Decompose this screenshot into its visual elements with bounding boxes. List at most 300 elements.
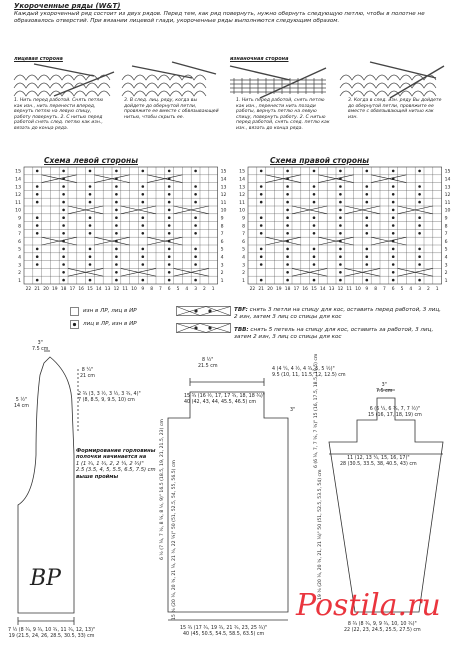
left-chart-purl-dot (142, 185, 145, 188)
left-chart-purl-dot (142, 201, 145, 204)
front-bottom-dim (8, 628, 95, 639)
right-chart-purl-dot (313, 193, 316, 196)
left-chart-purl-dot (194, 255, 197, 258)
left-chart-purl-dot (194, 279, 197, 282)
left-chart-row-number-left: 9 (18, 216, 21, 222)
left-chart-purl-dot (36, 216, 39, 219)
back-armhole-in: 15 ¾ (16 ½, 17, 17 ¾, 18, 18 ¾)" (184, 394, 265, 399)
right-chart-purl-dot (339, 209, 342, 212)
left-chart-purl-dot (168, 263, 171, 266)
left-chart-row-number-right: 14 (220, 177, 227, 183)
left-chart-purl-dot (62, 255, 65, 258)
right-chart-purl-dot (418, 224, 421, 227)
left-chart-purl-dot (168, 209, 171, 212)
sleeve-cap-dim (368, 407, 422, 418)
right-chart-purl-dot (286, 201, 289, 204)
right-chart-purl-dot (392, 193, 395, 196)
left-chart-col-number: 9 (141, 287, 145, 292)
left-chart-row-number-right: 8 (220, 224, 224, 230)
right-chart-col-number: 2 (427, 287, 430, 292)
tbf-symbol-frame (177, 307, 231, 316)
right-chart-purl-dot (339, 185, 342, 188)
left-chart-purl-dot (168, 201, 171, 204)
left-chart-purl-dot (89, 263, 92, 266)
right-chart-col-number: 21 (258, 287, 264, 292)
right-chart-purl-dot (418, 216, 421, 219)
left-chart-purl-dot (168, 248, 171, 251)
left-chart-col-number: 19 (52, 287, 58, 292)
left-chart-purl-dot (62, 279, 65, 282)
left-chart-purl-dot (142, 279, 145, 282)
left-chart-purl-dot (194, 248, 197, 251)
front-depth-dim (14, 398, 29, 409)
left-chart-purl-dot (115, 170, 118, 173)
left-chart-purl-dot (168, 193, 171, 196)
sleeve-width-dim (340, 456, 417, 467)
left-chart-col-number: 7 (159, 287, 162, 292)
right-chart-purl-dot (260, 248, 263, 251)
left-chart-purl-dot (36, 263, 39, 266)
right-chart-purl-dot (366, 232, 369, 235)
left-chart-purl-dot (115, 279, 118, 282)
left-chart-purl-dot (62, 209, 65, 212)
right-chart-purl-dot (260, 216, 263, 219)
right-chart-purl-dot (260, 255, 263, 258)
left-chart-row-number-left: 12 (15, 193, 21, 199)
left-chart-purl-dot (142, 263, 145, 266)
sleeve-bottom-in: 8 ¾ (8 ¾, 9, 9 ¾, 10, 10 ¾)" (347, 622, 417, 627)
left-chart-row-number-left: 3 (18, 263, 21, 269)
right-chart-purl-dot (286, 193, 289, 196)
back-height1-dim (160, 419, 165, 560)
right-chart-col-number: 19 (276, 287, 282, 292)
front-armhole-dim (80, 368, 95, 379)
left-chart-row-number-right: 4 (220, 255, 224, 261)
right-chart-purl-dot (313, 201, 316, 204)
right-chart-col-number: 9 (365, 287, 369, 292)
left-chart-purl-dot (194, 216, 197, 219)
front-bottom-in: 7 ½ (8 ¾, 9 ¾, 10 ¾, 11 ¾, 12, 13)" (8, 628, 96, 633)
left-chart-row-number-right: 11 (220, 200, 227, 206)
knitting-illustrations (0, 56, 460, 101)
left-chart-col-number: 11 (122, 287, 128, 292)
right-chart-purl-dot (418, 170, 421, 173)
left-chart-purl-dot (115, 216, 118, 219)
right-chart-col-number: 12 (337, 287, 344, 292)
right-chart-row-number-left: 2 (242, 271, 245, 277)
right-chart-row-number-right: 14 (444, 177, 451, 183)
right-chart-purl-dot (418, 248, 421, 251)
right-chart-purl-dot (392, 232, 395, 235)
left-chart-purl-dot (142, 248, 145, 251)
left-chart-col-number: 8 (150, 287, 153, 292)
back-shoulder-in: 4 (4 ¼, 4 ½, 4 ¾, 5, 5 ½)" (272, 367, 335, 372)
left-chart-purl-dot (89, 255, 92, 258)
left-chart-row-number-left: 1 (18, 278, 21, 284)
right-chart-purl-dot (392, 271, 395, 274)
left-chart-purl-dot (62, 248, 65, 251)
front-sts-in: 2 ¾ (3, 3 ½, 3 ½, 3 ¾, 4)" (78, 392, 141, 397)
postila-watermark: Postila.ru (296, 588, 441, 623)
left-chart-purl-dot (168, 216, 171, 219)
legend-tbb (234, 327, 449, 341)
right-chart-purl-dot (366, 279, 369, 282)
right-chart-purl-dot (286, 170, 289, 173)
back-bottom-dim (180, 626, 267, 637)
left-chart-purl-dot (194, 193, 197, 196)
front-sts-dim (78, 392, 141, 403)
right-chart-row-number-right: 10 (444, 208, 451, 214)
back-small-mark: 3" (290, 408, 296, 413)
right-chart-col-number: 10 (355, 287, 361, 292)
left-chart-purl-dot (36, 193, 39, 196)
left-chart-purl-dot (115, 224, 118, 227)
right-chart-purl-dot (418, 185, 421, 188)
sleeve-height1-cm: 15 (16, 17.5, 18.5, 19.5) cm (314, 353, 319, 419)
right-chart-col-number: 13 (328, 287, 335, 292)
left-chart-row-number-right: 7 (220, 232, 224, 238)
left-chart-purl-dot (115, 201, 118, 204)
left-chart-row-number-right: 2 (220, 271, 224, 277)
left-chart-purl-dot (62, 224, 65, 227)
right-side-chart (238, 165, 453, 300)
right-chart-row-number-left: 7 (242, 232, 245, 238)
neck-shaping-tail: выше проймы (76, 473, 119, 480)
right-chart-purl-dot (418, 279, 421, 282)
right-chart-purl-dot (286, 263, 289, 266)
right-chart-purl-dot (286, 248, 289, 251)
right-chart-purl-dot (339, 248, 342, 251)
right-chart-purl-dot (339, 193, 342, 196)
right-chart-purl-dot (418, 263, 421, 266)
left-chart-purl-dot (142, 170, 145, 173)
sleeve-top-cm: 7.5 cm (376, 388, 393, 394)
right-chart-purl-dot (313, 185, 316, 188)
front-depth-cm: 14 cm (14, 403, 29, 409)
right-chart-row-number-right: 6 (444, 239, 448, 245)
right-chart-purl-dot (286, 216, 289, 219)
right-chart-purl-dot (286, 209, 289, 212)
right-chart-purl-dot (339, 232, 342, 235)
right-chart-row-number-left: 12 (239, 193, 245, 199)
right-chart-row-number-left: 4 (242, 255, 245, 261)
left-chart-col-number: 1 (211, 287, 215, 292)
left-chart-purl-dot (194, 263, 197, 266)
right-chart-purl-dot (366, 216, 369, 219)
right-chart-purl-dot (313, 232, 316, 235)
left-chart-col-number: 17 (69, 287, 76, 292)
right-chart-purl-dot (313, 224, 316, 227)
left-chart-purl-dot (115, 209, 118, 212)
left-chart-row-number-right: 15 (220, 169, 227, 175)
right-chart-purl-dot (339, 263, 342, 266)
right-chart-purl-dot (313, 216, 316, 219)
left-chart-purl-dot (115, 248, 118, 251)
left-chart-purl-dot (142, 193, 145, 196)
right-chart-row-number-left: 8 (242, 224, 245, 230)
front-top-in: 3" (37, 341, 43, 346)
right-chart-row-number-right: 3 (444, 263, 448, 269)
left-chart-purl-dot (89, 279, 92, 282)
left-chart-col-number: 6 (167, 287, 171, 292)
right-chart-col-number: 3 (418, 287, 421, 292)
back-armhole-dim (184, 394, 265, 405)
right-chart-row-number-left: 13 (239, 185, 245, 191)
front-depth-in: 5 ½" (15, 398, 28, 403)
left-chart-row-number-left: 8 (18, 224, 21, 230)
left-chart-row-number-right: 10 (220, 208, 227, 214)
right-chart-purl-dot (339, 201, 342, 204)
left-chart-purl-dot (142, 232, 145, 235)
left-chart-purl-dot (36, 170, 39, 173)
right-chart-col-number: 4 (409, 287, 413, 292)
left-chart-col-number: 4 (185, 287, 189, 292)
left-chart-col-number: 13 (104, 287, 111, 292)
right-chart-purl-dot (286, 271, 289, 274)
left-chart-row-number-right: 6 (220, 239, 224, 245)
left-chart-purl-dot (168, 170, 171, 173)
right-chart-purl-dot (392, 209, 395, 212)
back-height1-cm: 16.5 (18.5, 19, 21, 21.5, 23) cm (160, 419, 165, 493)
right-chart-row-number-left: 6 (242, 239, 245, 245)
left-chart-purl-dot (89, 232, 92, 235)
right-chart-purl-dot (392, 263, 395, 266)
sleeve-cap-in: 6 (6 ¼, 6 ¾, 7, 7 ½)" (369, 407, 421, 412)
right-chart-col-number: 8 (374, 287, 377, 292)
sleeve-height2-dim (318, 469, 323, 600)
left-chart-purl-dot (142, 216, 145, 219)
left-chart-purl-dot (142, 224, 145, 227)
right-chart-purl-dot (339, 216, 342, 219)
neck-shaping-in: 1 (1 ¾, 1 ¾, 2, 2 ¼, 2 ¾)" (76, 460, 144, 467)
sleeve-height1-in: 6 (6 ¼, 7, 7 ¼, 7 ¾)" (314, 419, 319, 468)
right-chart-purl-dot (418, 232, 421, 235)
left-chart-row-number-right: 5 (220, 247, 224, 253)
purl-side-label: изнаночная сторона (230, 56, 289, 62)
illustration-1 (14, 64, 114, 96)
right-chart-col-number: 22 (249, 287, 256, 292)
right-chart-row-number-left: 3 (242, 263, 245, 269)
right-chart-purl-dot (366, 255, 369, 258)
right-chart-purl-dot (418, 255, 421, 258)
left-chart-purl-dot (115, 232, 118, 235)
right-chart-row-number-right: 11 (444, 200, 451, 206)
step-text-4: 3. Когда в след. изн. ряду Вы дойдете до обернутой петли, провяжите ее вместе с обвязывающей нитью как изн. (348, 98, 442, 120)
right-chart-purl-dot (418, 201, 421, 204)
left-chart-row-number-left: 2 (18, 271, 21, 277)
right-chart-purl-dot (286, 232, 289, 235)
left-chart-purl-dot (62, 232, 65, 235)
right-chart-purl-dot (286, 255, 289, 258)
left-chart-col-number: 18 (60, 287, 67, 292)
back-height2-dim (172, 460, 177, 620)
left-chart-purl-dot (36, 255, 39, 258)
right-chart-row-number-right: 9 (444, 216, 448, 222)
left-chart-purl-dot (115, 255, 118, 258)
right-chart-row-number-left: 11 (239, 200, 245, 206)
left-chart-purl-dot (62, 271, 65, 274)
left-chart-purl-dot (168, 185, 171, 188)
left-chart-purl-dot (89, 216, 92, 219)
section-intro: Каждый укороченный ряд состоит из двух рядов. Перед тем, как ряд повернуть, нужно обернуть следующую петлю, чтобы в полотне не образовалось отверстий. При вязании лицевой глади, укороченные ряды выполняются следующим образом. (14, 11, 425, 24)
right-chart-row-number-right: 4 (444, 255, 448, 261)
back-height2-cm: 50 (51, 52.5, 54, 55, 56.5) cm (172, 460, 177, 530)
right-chart-purl-dot (392, 255, 395, 258)
sleeve-top-dim (376, 383, 392, 394)
sleeve-bottom-cm: 22 (22, 23, 24.5, 25.5, 27.5) cm (344, 627, 421, 633)
left-chart-purl-dot (36, 224, 39, 227)
front-sts-cm: 7 (8, 8.5, 9, 9.5, 10) cm (78, 397, 135, 403)
right-chart-row-number-left: 1 (242, 278, 245, 284)
front-top-dim (32, 341, 48, 352)
right-chart-col-number: 14 (320, 287, 326, 292)
right-chart-purl-dot (392, 185, 395, 188)
left-chart-col-number: 20 (43, 287, 49, 292)
right-chart-purl-dot (313, 263, 316, 266)
right-chart-purl-dot (366, 193, 369, 196)
right-chart-purl-dot (313, 170, 316, 173)
right-chart-row-number-right: 7 (444, 232, 448, 238)
right-chart-purl-dot (392, 248, 395, 251)
right-chart-purl-dot (366, 185, 369, 188)
right-chart-purl-dot (392, 216, 395, 219)
illustration-2 (122, 62, 216, 96)
left-chart-purl-dot (89, 185, 92, 188)
right-chart-col-number: 16 (302, 287, 308, 292)
face-side-label: лицевая сторона (14, 56, 63, 62)
left-chart-purl-dot (89, 170, 92, 173)
legend-tbf (234, 307, 444, 321)
legend-tbb-key: ТВВ: (234, 327, 249, 333)
left-chart-purl-dot (36, 201, 39, 204)
left-chart-title: Схема левой стороны (44, 156, 139, 165)
right-chart-row-number-left: 14 (239, 177, 245, 183)
right-chart-col-number: 17 (293, 287, 300, 292)
right-chart-col-number: 11 (346, 287, 352, 292)
left-chart-purl-dot (115, 185, 118, 188)
right-chart-purl-dot (366, 201, 369, 204)
left-chart-purl-dot (62, 201, 65, 204)
left-chart-row-number-left: 11 (15, 200, 21, 206)
section-title: Укороченные ряды (W&T) (14, 2, 121, 10)
right-chart-col-number: 5 (400, 287, 404, 292)
step-text-2: 3. В след. лиц. ряду, когда вы дойдете до обернутой петли, провяжите ее вместе с обвязывающей нитью, чтобы скрыть ее. (124, 98, 219, 120)
left-chart-purl-dot (89, 224, 92, 227)
tbb-symbol-frame (177, 324, 231, 333)
left-chart-row-number-left: 7 (18, 232, 21, 238)
back-shoulder-cm: 9.5 (10, 11, 11.5, 12, 12.5) cm (272, 372, 346, 378)
neck-shaping-note (76, 448, 156, 480)
legend-dot-mark (73, 323, 76, 326)
left-chart-purl-dot (168, 271, 171, 274)
left-chart-row-number-left: 4 (18, 255, 21, 261)
right-chart-purl-dot (339, 170, 342, 173)
left-chart-col-number: 5 (176, 287, 180, 292)
legend-tbf-key: ТВF: (234, 307, 248, 313)
sleeve-width-in: 11 (12, 13 ¼, 15, 16, 17)" (347, 456, 410, 461)
left-chart-purl-dot (194, 201, 197, 204)
left-chart-purl-dot (36, 232, 39, 235)
right-chart-purl-dot (339, 279, 342, 282)
right-chart-purl-dot (366, 263, 369, 266)
front-armhole-cm: 21 cm (80, 373, 95, 379)
left-chart-purl-dot (89, 248, 92, 251)
right-chart-col-number: 15 (311, 287, 317, 292)
sleeve-height1-dim (314, 354, 319, 468)
left-chart-col-number: 21 (34, 287, 40, 292)
left-chart-col-number: 3 (194, 287, 197, 292)
left-chart-row-number-right: 9 (220, 216, 224, 222)
right-chart-purl-dot (392, 201, 395, 204)
left-chart-purl-dot (62, 193, 65, 196)
right-chart-purl-dot (313, 248, 316, 251)
legend-swatches (70, 307, 82, 337)
neck-shaping-cm: 2.5 (3.5, 4, 5, 5.5, 6.5, 7.5) cm (76, 467, 156, 474)
sleeve-height2-cm: 50 (51, 52.5, 53.5, 54) cm (318, 469, 323, 530)
left-chart-row-number-left: 5 (18, 247, 21, 253)
left-chart-row-number-left: 15 (15, 169, 21, 175)
left-chart-col-number: 14 (96, 287, 102, 292)
sleeve-width-cm: 28 (30.5, 33.5, 38, 40.5, 43) cm (340, 461, 417, 467)
left-chart-row-number-left: 6 (18, 239, 21, 245)
left-chart-purl-dot (194, 185, 197, 188)
left-chart-purl-dot (36, 185, 39, 188)
left-chart-purl-dot (115, 193, 118, 196)
legend-dot-label: лиц в ЛР, изн в ИР (83, 321, 137, 327)
left-chart-row-number-left: 14 (15, 177, 21, 183)
legend-cable-symbols (176, 306, 232, 346)
left-chart-col-number: 22 (25, 287, 32, 292)
legend-tbb-text: снять 5 петель на спицу для кос, оставить за работой, 3 лиц, затем 2 изн, 3 лиц со спицы для кос (234, 327, 434, 340)
right-chart-row-number-left: 10 (239, 208, 245, 214)
legend-tbf-text: снять 3 петли на спицу для кос, оставить перед работой, 3 лиц, 2 изн, затем 3 лиц со спицы для кос (234, 307, 441, 320)
step-text-3: 1. Нить перед работой, снять петлю как изн., перенести нить позади работы, вернуть петлю на левую спицу, повернуть работу. 2. С нитью перед работой, снять след. петлю как изн., вязать до конца ряда. (236, 98, 330, 131)
right-chart-row-number-right: 8 (444, 224, 448, 230)
right-chart-purl-dot (260, 224, 263, 227)
right-chart-purl-dot (339, 255, 342, 258)
right-chart-purl-dot (260, 193, 263, 196)
back-bottom-cm: 40 (45, 50.5, 54.5, 58.5, 63.5) cm (182, 631, 265, 637)
left-chart-col-number: 15 (87, 287, 93, 292)
left-chart-purl-dot (168, 279, 171, 282)
back-top-in: 8 ½" (202, 358, 214, 363)
illustration-4 (340, 62, 444, 98)
left-chart-purl-dot (168, 232, 171, 235)
right-chart-col-number: 20 (267, 287, 273, 292)
right-chart-row-number-right: 1 (444, 278, 448, 284)
right-chart-col-number: 1 (435, 287, 439, 292)
left-chart-purl-dot (36, 279, 39, 282)
right-chart-row-number-left: 5 (242, 247, 245, 253)
right-chart-purl-dot (260, 185, 263, 188)
sleeve-top-in: 3" (381, 383, 387, 388)
front-armhole-in: 8 ¼" (81, 368, 94, 373)
right-chart-purl-dot (313, 255, 316, 258)
right-chart-purl-dot (260, 279, 263, 282)
right-chart-purl-dot (286, 224, 289, 227)
right-chart-purl-dot (366, 170, 369, 173)
left-chart-purl-dot (115, 271, 118, 274)
right-chart-purl-dot (339, 224, 342, 227)
watermark-initials: ВР (30, 566, 61, 591)
left-chart-col-number: 12 (113, 287, 120, 292)
back-height2-in: 15 ¾ (20 ¼, 20 ¾, 21 ¼, 21 ¾, 22 ¼)" (172, 530, 177, 620)
left-chart-col-number: 16 (78, 287, 84, 292)
left-chart-purl-dot (142, 255, 145, 258)
right-chart-purl-dot (286, 185, 289, 188)
legend-blank-swatch (71, 308, 79, 316)
left-chart-row-number-right: 13 (220, 185, 227, 191)
